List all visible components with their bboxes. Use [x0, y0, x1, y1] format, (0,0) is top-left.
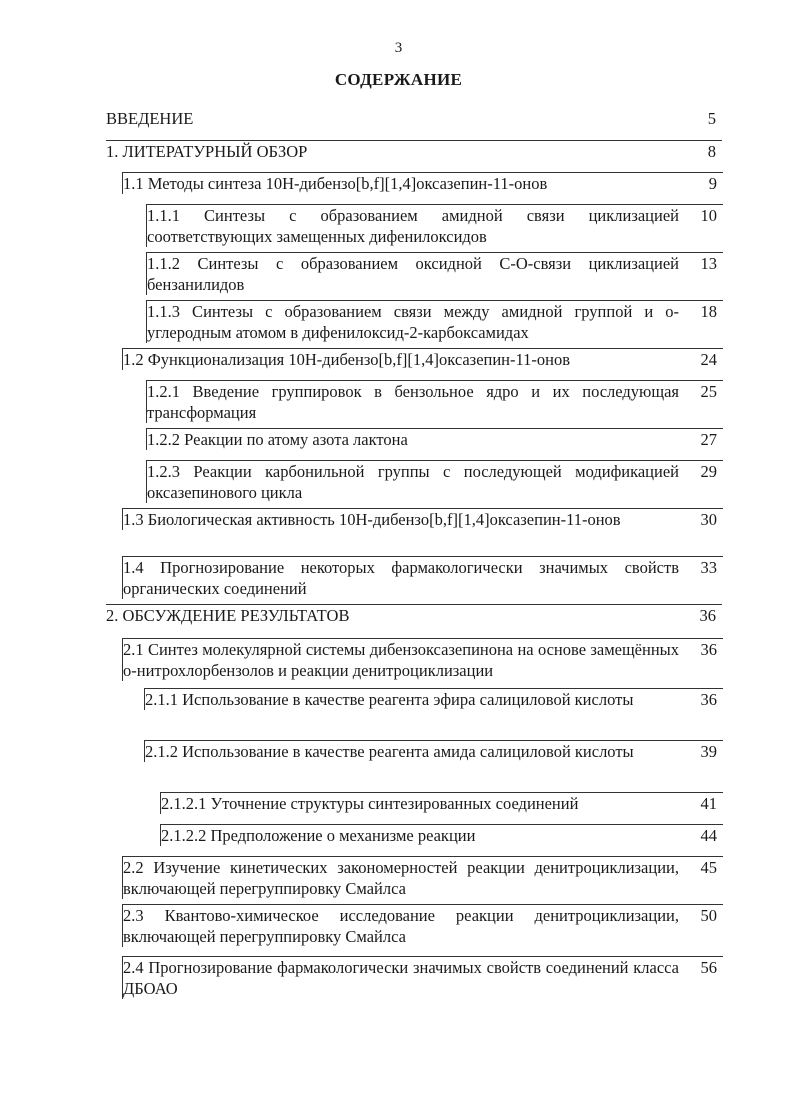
toc-entry-page: 56 [700, 958, 717, 977]
toc-entry [106, 604, 722, 626]
toc-entry-page: 24 [700, 350, 717, 369]
toc-entry-title: 2.2 Изучение кинетических закономерностей реакции денитроциклизации, включающей перегруппировку Смайлса [123, 858, 679, 898]
toc-entry-page: 36 [700, 690, 717, 709]
toc-entry-page: 25 [700, 382, 717, 401]
toc-entry [122, 638, 723, 681]
toc-entry-page: 41 [700, 794, 717, 813]
toc-entry-page: 45 [700, 858, 717, 877]
toc-entry [122, 904, 723, 947]
toc-entry-title: 1.4 Прогнозирование некоторых фармакологически значимых свойств органических соединений [123, 558, 679, 598]
toc-entry-title: 1.2.2 Реакции по атому азота лактона [147, 430, 408, 449]
toc-entry-title: 1.2.1 Введение группировок в бензольное ядро и их последующая трансформация [147, 382, 679, 422]
toc-entry-page: 29 [700, 462, 717, 481]
toc-entry-title: 1.3 Биологическая активность 10H-дибензо[b,f][1,4]оксазепин-11-онов [123, 510, 621, 529]
toc-entry-title: 2.3 Квантово-химическое исследование реакции денитроциклизации, включающей перегруппировку Смайлса [123, 906, 679, 946]
toc-entry [122, 172, 723, 194]
toc-entry [122, 856, 723, 899]
toc-entry-title: 2.1.2.1 Уточнение структуры синтезированных соединений [161, 794, 579, 813]
toc-entry-page: 33 [700, 558, 717, 577]
toc-entry-title: 2.1.1 Использование в качестве реагента эфира салициловой кислоты [145, 690, 634, 709]
toc-entry-page: 8 [707, 142, 716, 161]
toc-entry-page: 44 [700, 826, 717, 845]
toc-entry-page: 36 [700, 640, 717, 659]
toc-entry-page: 5 [707, 109, 716, 128]
toc-entry [144, 740, 723, 762]
toc-entry-title: ВВЕДЕНИЕ [106, 109, 194, 128]
toc-entry [122, 348, 723, 370]
toc-entry-page: 39 [700, 742, 717, 761]
toc-entry-title: 1.2.3 Реакции карбонильной группы с последующей модификацией оксазепинового цикла [147, 462, 679, 502]
toc-entry [144, 688, 723, 710]
toc-entry [122, 508, 723, 530]
toc-entry-page: 36 [699, 606, 716, 625]
toc-entry-page: 13 [700, 254, 717, 273]
toc-entry-page: 10 [700, 206, 717, 225]
toc-entry [106, 140, 722, 162]
toc-entry [106, 108, 722, 129]
toc-entry-title: 1.1.2 Синтезы с образованием оксидной С-О-связи циклизацией бензанилидов [147, 254, 679, 294]
toc-entry [146, 300, 723, 343]
toc-entry [146, 460, 723, 503]
toc-entry-title: 2.1.2 Использование в качестве реагента амида салициловой кислоты [145, 742, 634, 761]
toc-entry [146, 428, 723, 450]
toc-entry-title: 1. ЛИТЕРАТУРНЫЙ ОБЗОР [106, 142, 308, 161]
toc-entry [146, 252, 723, 295]
toc-entry-title: 2.1.2.2 Предположение о механизме реакции [161, 826, 476, 845]
toc-entry [146, 204, 723, 247]
toc-entry [160, 824, 723, 846]
toc-entry-page: 18 [700, 302, 717, 321]
toc-entry-title: 1.1.1 Синтезы с образованием амидной связи циклизацией соответствующих замещенных дифенилоксидов [147, 206, 679, 246]
page-number: 3 [394, 40, 403, 56]
toc-entry-title: 2.1 Синтез молекулярной системы дибензоксазепинона на основе замещённых о-нитрохлорбензолов и реакции денитроциклизации [123, 640, 679, 680]
toc-entry-title: 2. ОБСУЖДЕНИЕ РЕЗУЛЬТАТОВ [106, 606, 350, 625]
toc-entry-title: 2.4 Прогнозирование фармакологически значимых свойств соединений класса ДБОАО [123, 958, 679, 998]
toc-entry-title: 1.1 Методы синтеза 10H-дибензо[b,f][1,4]оксазепин-11-онов [123, 174, 548, 193]
toc-entry [160, 792, 723, 814]
toc-entry-page: 27 [700, 430, 717, 449]
toc-entry [146, 380, 723, 423]
toc-entry [122, 956, 723, 999]
toc-entry-page: 9 [708, 174, 717, 193]
toc-entry [122, 556, 723, 599]
page-title: СОДЕРЖАНИЕ [334, 70, 463, 89]
toc-entry-page: 50 [700, 906, 717, 925]
toc-entry-page: 30 [700, 510, 717, 529]
toc-entry-title: 1.1.3 Синтезы с образованием связи между амидной группой и о-углеродным атомом в дифенилоксид-2-карбоксамидах [147, 302, 679, 342]
toc-entry-title: 1.2 Функционализация 10H-дибензо[b,f][1,4]оксазепин-11-онов [123, 350, 571, 369]
